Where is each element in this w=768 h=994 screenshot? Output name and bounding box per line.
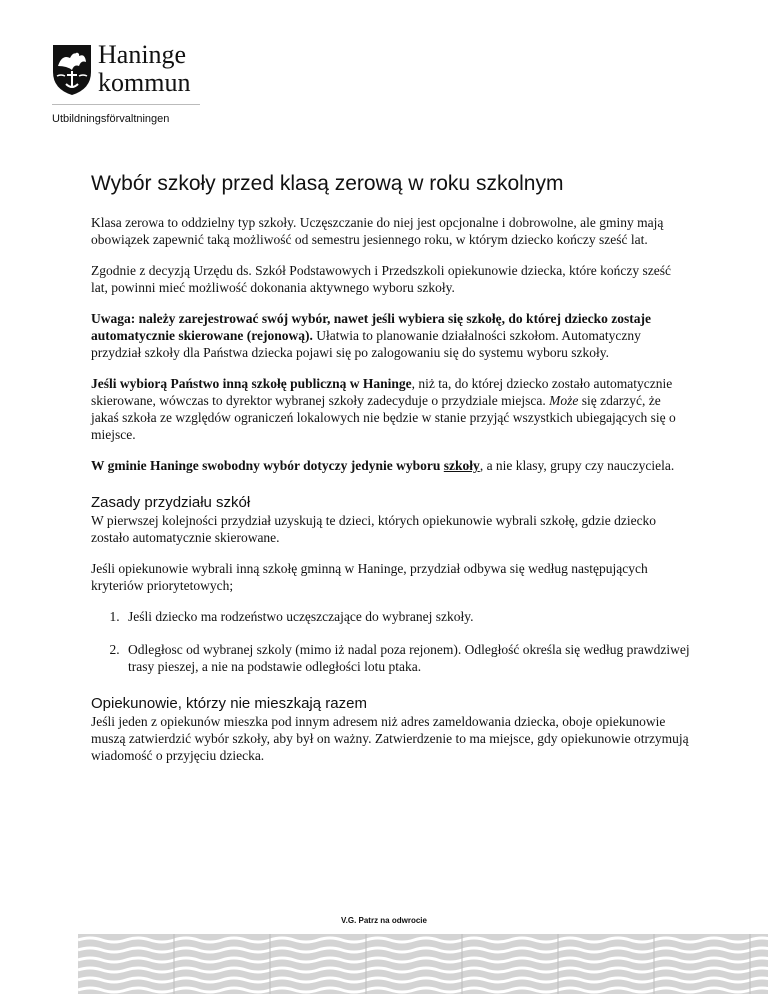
other-school-text-b: się zdarzyć, że jakaś szkoła ze względów ograniczeń lokalowych nie będzie w stanie przyjąć wszystkich ubiegających się o miejsce. <box>91 393 676 442</box>
municipality-logo <box>52 40 202 100</box>
document-body <box>91 172 691 778</box>
heading-allocation-rules: Zasady przydziału szkół <box>91 494 251 511</box>
decorative-wave-band <box>78 934 768 994</box>
paragraph-first-priority: W pierwszej kolejności przydział uzyskują te dzieci, których opiekunowie wybrali szkołę, gdzie dziecko zostało automatycznie skierowane. <box>91 513 657 545</box>
org-name-line1: Haninge <box>98 40 187 69</box>
document-title: Wybór szkoły przed klasą zerową w roku szkolnym <box>91 172 564 195</box>
heading-separated-guardians: Opiekunowie, którzy nie mieszkają razem <box>91 695 367 712</box>
free-choice-bold-lead: W gminie Haninge swobodny wybór dotyczy jedynie wyboru <box>91 458 444 473</box>
free-choice-bold-text <box>91 458 480 473</box>
org-name-line2: kommun <box>98 68 191 97</box>
haninge-coat-of-arms-icon <box>52 44 92 96</box>
paragraph-note <box>91 310 691 361</box>
note-bold-text: Uwaga: należy zarejestrować swój wybór, nawet jeśli wybiera się szkołę, do której dziecko zostaje automatycznie skierowane (rejonową). <box>91 311 652 343</box>
paragraph-decision: Zgodnie z decyzją Urzędu ds. Szkół Podstawowych i Przedszkoli opiekunowie dziecka, które kończy sześć lat, powinni mieć możliwość dokonania aktywnego wyboru szkoły. <box>91 263 671 295</box>
note-text: Ułatwia to planowanie działalności szkołom. Automatyczny przydział szkoły dla Państwa dziecka pojawi się po zalogowaniu się do systemu wyboru szkoły. <box>91 328 641 360</box>
paragraph-criteria-intro: Jeśli opiekunowie wybrali inną szkołę gminną w Haninge, przydział odbywa się według następujących kryteriów priorytetowych; <box>91 561 648 593</box>
paragraph-intro: Klasa zerowa to oddzielny typ szkoły. Uczęszczanie do niej jest opcjonalne i dobrowolne, ale gminy mają obowiązek zapewnić taką możliwość od semestru jesiennego roku, w którym dziecko kończy sześć lat. <box>91 215 664 247</box>
header-divider <box>52 104 200 105</box>
department-name: Utbildningsförvaltningen <box>52 113 170 125</box>
org-name <box>98 42 190 96</box>
footer-note: V.G. Patrz na odwrocie <box>341 916 427 925</box>
paragraph-guardians: Jeśli jeden z opiekunów mieszka pod innym adresem niż adres zameldowania dziecka, oboje opiekunowie muszą zatwierdzić wybór szkoły, aby był on ważny. Zatwierdzenie to ma miejsce, gdy opiekunowie otrzymują wiadomość o przyjęciu dziecka. <box>91 714 689 763</box>
list-item: 2. Odległosc od wybranej szkoly (mimo iż nadal poza rejonem). Odległość określa się według prawdziwej trasy pieszej, a nie na podstawie odległości lotu ptaka. <box>123 641 691 675</box>
list-item: 1. Jeśli dziecko ma rodzeństwo uczęszczające do wybranej szkoły. <box>123 608 691 625</box>
other-school-bold-text: Jeśli wybiorą Państwo inną szkołę publiczną w Haninge <box>91 376 412 391</box>
free-choice-text: , a nie klasy, grupy czy nauczyciela. <box>479 458 675 473</box>
other-school-italic-text: Może <box>549 393 579 408</box>
free-choice-underlined-word: szkoły <box>443 458 480 473</box>
other-school-text-a: , niż ta, do której dziecko zostało automatycznie skierowane, wówczas to dyrektor wybranej szkoły zadecyduje o przydziale miejsca. <box>91 376 673 408</box>
priority-criteria-list <box>91 608 691 675</box>
paragraph-free-choice <box>91 457 691 474</box>
paragraph-other-school <box>91 375 691 443</box>
